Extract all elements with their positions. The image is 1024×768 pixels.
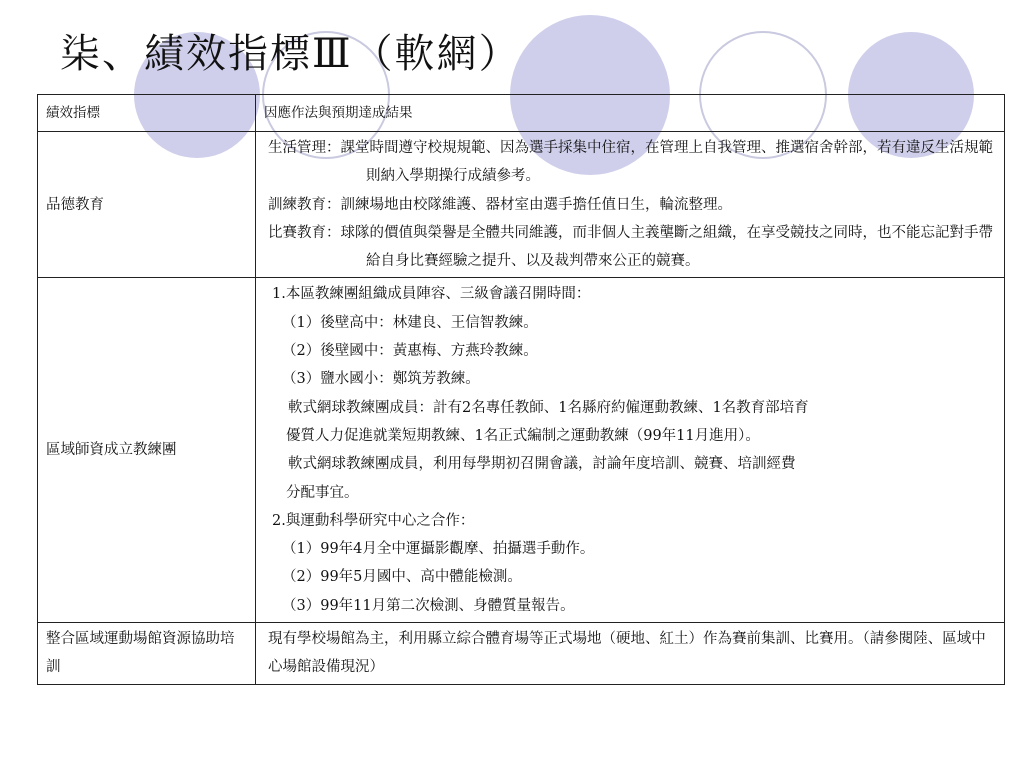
list-item: 軟式網球教練團成員：計有2名專任教師、1名縣府約僱運動教練、1名教育部培育 bbox=[288, 399, 809, 416]
list-item: 軟式網球教練團成員，利用每學期初召開會議，討論年度培訓、競賽、培訓經費 bbox=[288, 456, 796, 473]
row-label-coaching-team: 區域師資成立教練團 bbox=[38, 278, 256, 623]
item-head: 生活管理： bbox=[268, 140, 341, 156]
item-head: 訓練教育： bbox=[268, 196, 341, 213]
row-label-moral-education: 品德教育 bbox=[38, 132, 256, 278]
item-training-education bbox=[268, 191, 996, 219]
list-item: 優質人力促進就業短期教練、1名正式編制之運動教練（99年11月進用）。 bbox=[286, 427, 760, 444]
table-row bbox=[38, 278, 1005, 623]
list-item: （1）後壁高中：林建良、王信智教練。 bbox=[282, 314, 538, 331]
table-row bbox=[38, 132, 1005, 278]
list-item: （3）鹽水國小：鄭筑芳教練。 bbox=[282, 371, 480, 388]
table-row bbox=[38, 623, 1005, 685]
row-content-moral-education bbox=[256, 132, 1005, 278]
table-header-row bbox=[38, 95, 1005, 132]
header-approach: 因應作法與預期達成結果 bbox=[256, 95, 1005, 132]
list-item: 1.本區教練團組織成員陣容、三級會議召開時間： bbox=[272, 286, 591, 303]
list-item: 分配事宜。 bbox=[286, 484, 359, 501]
item-competition-education bbox=[268, 219, 996, 276]
item-head: 比賽教育： bbox=[268, 224, 341, 241]
row-label-venue-integration: 整合區域運動場館資源協助培訓 bbox=[38, 623, 256, 685]
performance-indicator-table bbox=[37, 94, 1005, 685]
row-content-venue-integration: 現有學校場館為主，利用縣立綜合體育場等正式場地（硬地、紅土）作為賽前集訓、比賽用。（請參閱陸、區域中心場館設備現況） bbox=[256, 623, 1005, 685]
page-title: 柒、績效指標Ⅲ（軟網） bbox=[60, 31, 521, 77]
header-indicator: 績效指標 bbox=[38, 95, 256, 132]
item-text: 球隊的價值與榮譽是全體共同維護，而非個人主義壟斷之組織，在享受競技之同時，也不能忘記對手帶給自身比賽經驗之提升、以及裁判帶來公正的競賽。 bbox=[340, 224, 993, 270]
list-item: （1）99年4月全中運攝影觀摩、拍攝選手動作。 bbox=[282, 541, 595, 558]
list-item: （3）99年11月第二次檢測、身體質量報告。 bbox=[282, 597, 575, 614]
item-life-management bbox=[268, 134, 996, 191]
row-content-coaching-team bbox=[256, 278, 1005, 623]
item-text: 訓練場地由校隊維護、器材室由選手擔任值日生，輪流整理。 bbox=[340, 196, 732, 213]
item-text: 課堂時間遵守校規規範、因為選手採集中住宿，在管理上自我管理、推選宿舍幹部，若有違反生活規範則納入學期操行成績參考。 bbox=[340, 140, 993, 185]
list-item: （2）後壁國中：黃惠梅、方燕玲教練。 bbox=[282, 343, 538, 360]
list-item: （2）99年5月國中、高中體能檢測。 bbox=[282, 569, 522, 586]
list-item: 2.與運動科學研究中心之合作： bbox=[272, 512, 475, 529]
